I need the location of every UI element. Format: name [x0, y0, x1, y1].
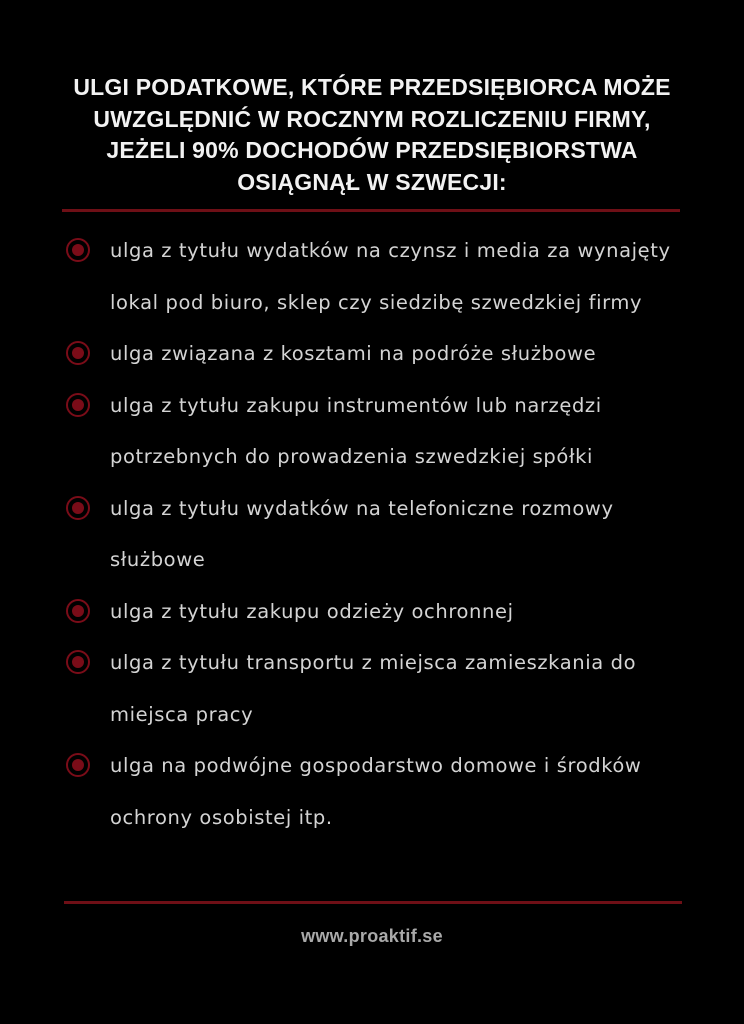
radio-bullet-icon: [66, 496, 90, 520]
list-item: [64, 225, 704, 328]
list-item-text: ulga z tytułu transportu z miejsca zamieszkania do miejsca pracy: [110, 651, 637, 726]
list-item: [64, 586, 704, 638]
list-item: [64, 740, 704, 843]
tax-relief-list: [64, 225, 704, 843]
list-item-text: ulga z tytułu zakupu instrumentów lub narzędzi potrzebnych do prowadzenia szwedzkiej spółki: [110, 393, 602, 468]
radio-bullet-icon: [66, 393, 90, 417]
radio-bullet-icon: [66, 341, 90, 365]
page-title: ULGI PODATKOWE, KTÓRE PRZEDSIĘBIORCA MOŻE UWZGLĘDNIĆ W ROCZNYM ROZLICZENIU FIRMY, JEŻELI 90% DOCHODÓW PRZEDSIĘBIORSTWA OSIĄGNĄŁ W SZWECJI:: [73, 74, 671, 195]
radio-bullet-icon: [66, 238, 90, 262]
radio-bullet-icon: [66, 753, 90, 777]
top-divider: [62, 209, 680, 212]
list-item: [64, 483, 704, 586]
website-url: www.proaktif.se: [301, 926, 443, 946]
list-item-text: ulga z tytułu wydatków na czynsz i media za wynajęty lokal pod biuro, sklep czy siedzibę szwedzkiej firmy: [110, 239, 671, 314]
bottom-divider: [64, 901, 682, 904]
list-item: [64, 328, 704, 380]
radio-bullet-icon: [66, 650, 90, 674]
list-item-text: ulga z tytułu wydatków na telefoniczne rozmowy służbowe: [110, 496, 614, 571]
list-item-text: ulga z tytułu zakupu odzieży ochronnej: [110, 599, 514, 623]
radio-bullet-icon: [66, 599, 90, 623]
list-item: [64, 637, 704, 740]
list-item-text: ulga na podwójne gospodarstwo domowe i środków ochrony osobistej itp.: [110, 754, 642, 829]
list-item-text: ulga związana z kosztami na podróże służbowe: [110, 342, 597, 365]
list-item: [64, 380, 704, 483]
